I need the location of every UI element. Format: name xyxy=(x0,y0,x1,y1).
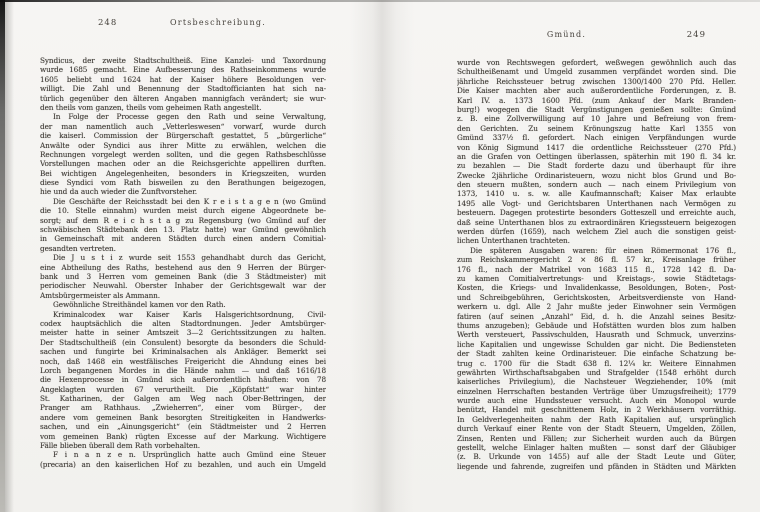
text-line: und Schreibgebühren, Gerichtskosten, Arbeitsverdienste von Hand- xyxy=(457,292,736,302)
text-line: F i n a n z e n. Ursprünglich hatte auch Gmünd eine Steuer xyxy=(53,450,326,460)
text-line: liche Kapitalien und ungewisse Schulden gar nicht. Die Bediensteten xyxy=(457,339,736,349)
text-line: Die J u s t i z wurde seit 1553 gehandhabt durch das Gericht, xyxy=(53,253,326,263)
scan-edge-left-shadow xyxy=(0,0,5,512)
text-line: wurde 1685 gemacht. Eine Aufbesserung des Rathseinkommens wurde xyxy=(40,65,326,75)
text-line: Kriminalcodex war Kaiser Karls Halsgerichtsordnung, Civil- xyxy=(53,309,326,319)
text-line: In Folge der Processe gegen den Rath und seine Verwaltung, xyxy=(53,112,326,122)
text-line: wurde auch eine Hundssteuer versucht. Auch ein Monopol wurde xyxy=(457,396,736,406)
text-line: (precaria) an den kaiserlichen Hof zu bezahlen, und auch ein Umgeld xyxy=(40,459,326,469)
text-line: schwäbischen Städtebank den 13. Platz hatte) war Gmünd gewöhnlich xyxy=(40,225,326,235)
text-line: besteuern. Dagegen protestirte besonders Gotteszell und erreichte auch, xyxy=(457,208,736,218)
text-line: 1605 beliebt und 1624 hat der Kaiser höhere Besoldungen ver- xyxy=(40,74,326,84)
right-page-header xyxy=(457,30,736,42)
text-line: sorgt; auf dem R e i c h s t a g zu Regensburg (wo Gmünd auf der xyxy=(40,215,326,225)
text-line: Die späteren Ausgaben waren: für einen Römermonat 176 fl., xyxy=(470,245,736,255)
text-line: Kosten, die Kriegs- und Invalidenkasse, Besoldungen, Boten-, Post- xyxy=(457,283,736,293)
paragraph xyxy=(40,310,326,451)
text-line: türlich gegenüber den älteren Angaben mannigfach verändert; sie wur- xyxy=(40,93,326,103)
text-line: den theils vom ganzen, theils vom geheimen Rath angestellt. xyxy=(40,102,262,112)
text-line: werkern u. dgl. Alle 2 Jahr mußte jeder Einwohner sein Vermögen xyxy=(457,302,736,312)
text-line: Schultheißenamt und Umgeld zusammen verpfändet worden sind. Die xyxy=(457,67,736,77)
text-line: Werth versteuert, Passivschulden, Hausrath und Schmuck, unverzins- xyxy=(457,330,736,340)
text-line: burg!) wogegen die Stadt Vergünstigungen genießen sollte: Gmünd xyxy=(457,104,736,114)
text-line: In Geldverlegenheiten nahm der Rath Kapitalien auf, ursprünglich xyxy=(457,414,736,424)
text-line: z. B. eine Zollverwilligung auf 10 Jahre und Befreiung von frem- xyxy=(457,114,736,124)
text-line: Gmünd 337½ fl. gefordert. Nach einigen Verpfändungen wurde xyxy=(457,133,736,143)
text-line: Karl IV. a. 1373 1600 Pfd. (zum Ankauf der Mark Branden- xyxy=(457,95,736,105)
text-line: in Gemeinschaft mit anderen Städten durch einen andern Comitial- xyxy=(40,234,326,244)
text-line: Amtsbürgermeister als Ammann. xyxy=(40,290,161,300)
text-line: Gewöhnliche Streithändel kamen vor den Rath. xyxy=(53,300,226,310)
page-number-left: 248 xyxy=(98,18,118,28)
text-line: einzelnen Herrschaften bestanden Verträge über Umzugsfreiheit); 1779 xyxy=(457,386,736,396)
paragraph xyxy=(40,450,326,469)
right-page xyxy=(457,30,736,471)
text-line: 1373, 1410 u. s. w. alle Kaufmannschaft; Kaiser Max erlaubte xyxy=(457,189,736,199)
text-line: an die Grafen von Oettingen überlassen, späterhin mit 190 fl. 34 kr. xyxy=(457,151,736,161)
left-page-header xyxy=(40,18,326,30)
text-line: die 10. Stelle einnahm) wurden meist durch eigene Abgeordnete be- xyxy=(40,206,326,216)
page-number-right: 249 xyxy=(686,30,706,40)
text-line: thums anzugeben); Gebäude und Hofstätten wurden blos zum halben xyxy=(457,320,736,330)
text-line: daß seine Unterthanen blos zu extraordinären Kriegssteuern beigezogen xyxy=(457,217,736,227)
paragraph xyxy=(457,246,736,471)
book-gutter-shadow xyxy=(350,0,414,512)
text-line: durch Verkauf einer Rente von der Stadt Steuern, Umgelden, Zöllen, xyxy=(457,424,736,434)
text-line: den steuern mußten, sondern auch — nach einem Privilegium von xyxy=(457,180,736,190)
text-line: Syndicus, der zweite Stadtschultheiß. Eine Kanzlei- und Taxordnung xyxy=(40,56,326,65)
text-line: St. Katharinen, der Galgen am Weg nach Ober-Bettringen, der xyxy=(40,394,326,404)
text-line: Fälle blieben überall dem Rath vorbehalten. xyxy=(40,441,200,451)
text-line: Die Kaiser machten aber auch außerordentliche Forderungen, z. B. xyxy=(457,86,736,96)
text-line: sachen und fungirte bei Kriminalsachen als Ankläger. Bemerkt sei xyxy=(40,347,326,357)
text-line: den Gerichten. Zu seinem Krönungszug hatte Karl 1355 von xyxy=(457,123,736,133)
text-line: diese Syndici vom Rath bisweilen zu den Berathungen beigezogen, xyxy=(40,178,326,188)
text-line: Pranger am Rathhaus. „Zwieherren“, einer vom Bürger-, der xyxy=(40,403,326,413)
paragraph xyxy=(40,56,326,112)
left-page-body xyxy=(40,56,326,469)
text-line: zu kamen Comitialvertretungs- und Kreistags-, sowie Städtetags- xyxy=(457,273,736,283)
text-line: codex hauptsächlich die alten Stadtordnungen. Jeder Amtsbürger- xyxy=(40,318,326,328)
text-line: (z. B. Urkunde von 1455) auf alle der Stadt Leute und Güter, xyxy=(457,452,736,462)
text-line: wurde von Rechtswegen gefordert, weßwegen gewöhnlich auch das xyxy=(457,58,736,67)
text-line: willigt. Die Zahl und Benennung der Stadtofficianten hat sich na- xyxy=(40,84,326,94)
text-line: bank und 3 Herren vom gemeinen Bank (die 3 Städtmeister) mit xyxy=(40,271,326,281)
text-line: vom gemeinen Bank) rügten Excesse auf der Markung. Wichtigere xyxy=(40,431,326,441)
text-line: trug c. 1700 für die Stadt 638 fl. 12¼ kr. Weitere Einnahmen xyxy=(457,358,736,368)
text-line: von König Sigmund 1417 die ordentliche Reichssteuer (270 Pfd.) xyxy=(457,142,736,152)
text-line: Rechnungen vorgelegt werden sollten, und die gegen Rathsbeschlüsse xyxy=(40,149,326,159)
text-line: Angeklagten wurden 67 verurtheilt. Die „Köpfstatt“ war hinter xyxy=(40,384,326,394)
paragraph xyxy=(40,112,326,197)
text-line: Vorstellungen machen oder an die Reichsgerichte appelliren durften. xyxy=(40,159,326,169)
running-header-right: Gmünd. xyxy=(546,30,587,39)
left-page xyxy=(40,18,326,469)
right-page-body xyxy=(457,58,736,471)
text-line: hie und da auch wieder die Zunftvorsteher. xyxy=(40,187,198,197)
text-line: Zwecke 2jährliche Ordinaristeuern, wozu nicht blos Grund und Bo- xyxy=(457,170,736,180)
text-line: zu bezahlen — Die Stadt forderte dazu und überhaupt für ihre xyxy=(457,161,736,171)
text-line: Zinsen, Renten und Fällen; zur Sicherheit wurden auch da Bürgen xyxy=(457,433,736,443)
text-line: Lorch begangenen Mordes in die Hände nahm — und daß 1616/18 xyxy=(40,365,326,375)
text-line: Anwälte oder Syndici aus ihrer Mitte zu erwählen, welchen die xyxy=(40,140,326,150)
text-line: eine Abtheilung des Raths, bestehend aus den 9 Herren der Bürger- xyxy=(40,262,326,272)
running-header-left: Ortsbeschreibung. xyxy=(170,18,266,27)
text-line: die kaiserl. Commission der Bürgerschaft gestattet, 5 „bürgerliche“ xyxy=(40,131,326,141)
text-line: 1495 alle Vogt- und Gerichtsbaren Unterthanen nach Vermögen zu xyxy=(457,198,736,208)
text-line: die Hexenprocesse in Gmünd sich außerordentlich häuften: von 78 xyxy=(40,375,326,385)
paragraph xyxy=(40,253,326,300)
text-line: gewährten Wirthschaftsabgaben und Strafgelder (1548 erhöht durch xyxy=(457,367,736,377)
text-line: 176 fl., nach der Matrikel von 1683 115 fl., 1728 142 fl. Da- xyxy=(457,264,736,274)
text-line: liegende und fahrende, zugreifen und pfänden in Städten und Märkten xyxy=(457,461,736,471)
text-line: sachen, und ein „Ainungsgericht“ (ein Städtmeister und 2 Herren xyxy=(40,422,326,432)
text-line: meister hatte in seiner Amtszeit 3—2 Gerichtssitzungen zu halten. xyxy=(40,328,326,338)
text-line: benützt, Handel mit geschnittenem Holz, in 2 Werkhäusern vorräthig. xyxy=(457,405,736,415)
text-line: andere vom gemeinen Bank besorgten Streitigkeiten in Handwerks- xyxy=(40,412,326,422)
paragraph xyxy=(457,58,736,246)
text-line: fatiren (auf seinen „Anzahl“ Eid, d. h. die Anzahl seines Besitz- xyxy=(457,311,736,321)
text-line: Die Geschäfte der Reichsstadt bei den K r e i s t a g e n (wo Gmünd xyxy=(53,196,326,206)
text-line: kaiserliches Privilegium), die Nachsteuer Wegziehender, 10% (mit xyxy=(457,377,736,387)
text-line: werden dürfen (1659), nach welchem Ziel auch die sonstigen geist- xyxy=(457,227,736,237)
text-line: der Stadt zahlten keine Ordinaristeuer. Die einfache Schatzung be- xyxy=(457,349,736,359)
text-line: der man namentlich auch „Vetterleswesen“ vorwarf, wurde durch xyxy=(40,121,326,131)
text-line: gestellt, welche Einlager halten mußten — sonst darf der Gläubiger xyxy=(457,443,736,453)
text-line: periodischer Neuwahl. Oberster Inhaber der Gerichtsgewalt war der xyxy=(40,281,326,291)
text-line: gesandten vertreten. xyxy=(40,243,116,253)
text-line: jährliche Reichssteuer betrug zwischen 1300/1400 270 Pfd. Heller. xyxy=(457,76,736,86)
paragraph xyxy=(40,300,326,309)
text-line: Der Stadtschultheiß (ein Consulent) besorgte da besonders die Schuld- xyxy=(40,337,326,347)
text-line: noch, daß 1468 ein westfälisches Freigericht die Ahndung eines bei xyxy=(40,356,326,366)
paragraph xyxy=(40,197,326,253)
text-line: Bei wichtigen Angelegenheiten, besonders in Kriegszeiten, wurden xyxy=(40,168,326,178)
text-line: lichen Unterthanen trachteten. xyxy=(457,236,570,246)
text-line: zum Reichskammergericht 2 × 86 fl. 57 kr., Kreisanlage früher xyxy=(457,255,736,265)
